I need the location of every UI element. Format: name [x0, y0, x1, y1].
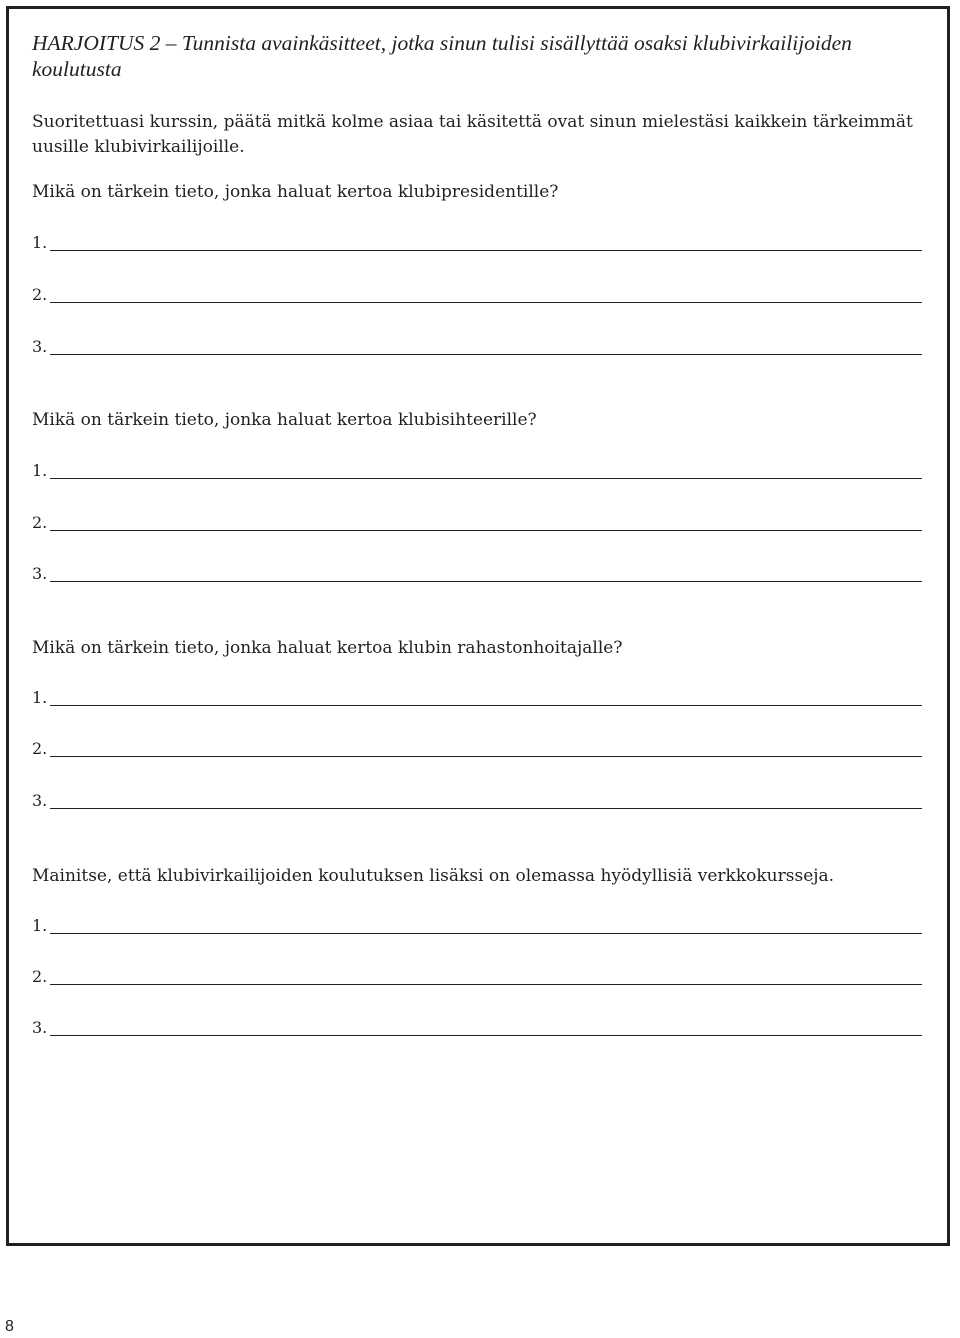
answer-rule — [50, 530, 922, 531]
page-number: 8 — [5, 1318, 14, 1335]
answer-number: 2. — [32, 739, 48, 758]
question-club-treasurer: Mikä on tärkein tieto, jonka haluat kertoa klubin rahastonhoitajalle? — [32, 638, 623, 658]
answer-rule — [50, 302, 922, 303]
answer-rule — [50, 581, 922, 582]
answer-number: 1. — [32, 916, 48, 935]
answer-number: 2. — [32, 513, 48, 532]
answer-number: 3. — [32, 1018, 48, 1037]
answer-line[interactable] — [32, 791, 922, 811]
answer-number: 3. — [32, 564, 48, 583]
answer-line[interactable] — [32, 688, 922, 708]
answer-number: 1. — [32, 461, 48, 480]
answer-number: 3. — [32, 791, 48, 810]
answer-line[interactable] — [32, 564, 922, 584]
answer-rule — [50, 250, 922, 251]
answer-rule — [50, 1035, 922, 1036]
answer-line[interactable] — [32, 967, 922, 987]
answer-number: 3. — [32, 337, 48, 356]
question-online-courses: Mainitse, että klubivirkailijoiden koulutuksen lisäksi on olemassa hyödyllisiä verkkokursseja. — [32, 866, 835, 886]
exercise-title: HARJOITUS 2 – Tunnista avainkäsitteet, jotka sinun tulisi sisällyttää osaksi klubivirkailijoiden koulutusta — [32, 31, 852, 81]
answer-number: 1. — [32, 688, 48, 707]
question-club-secretary: Mikä on tärkein tieto, jonka haluat kertoa klubisihteerille? — [32, 410, 537, 430]
exercise-intro: Suoritettuasi kurssin, päätä mitkä kolme asiaa tai käsitettä ovat sinun mielestäsi kaikkein tärkeimmät uusille klubivirkailijoille. — [32, 112, 913, 157]
answer-line[interactable] — [32, 233, 922, 253]
answer-number: 1. — [32, 233, 48, 252]
answer-rule — [50, 984, 922, 985]
answer-rule — [50, 756, 922, 757]
answer-line[interactable] — [32, 513, 922, 533]
answer-rule — [50, 478, 922, 479]
answer-number: 2. — [32, 967, 48, 986]
question-club-president: Mikä on tärkein tieto, jonka haluat kertoa klubipresidentille? — [32, 182, 559, 202]
answer-number: 2. — [32, 285, 48, 304]
answer-line[interactable] — [32, 461, 922, 481]
answer-line[interactable] — [32, 285, 922, 305]
answer-rule — [50, 705, 922, 706]
answer-rule — [50, 354, 922, 355]
answer-rule — [50, 933, 922, 934]
answer-line[interactable] — [32, 1018, 922, 1038]
answer-line[interactable] — [32, 337, 922, 357]
answer-rule — [50, 808, 922, 809]
answer-line[interactable] — [32, 916, 922, 936]
answer-line[interactable] — [32, 739, 922, 759]
